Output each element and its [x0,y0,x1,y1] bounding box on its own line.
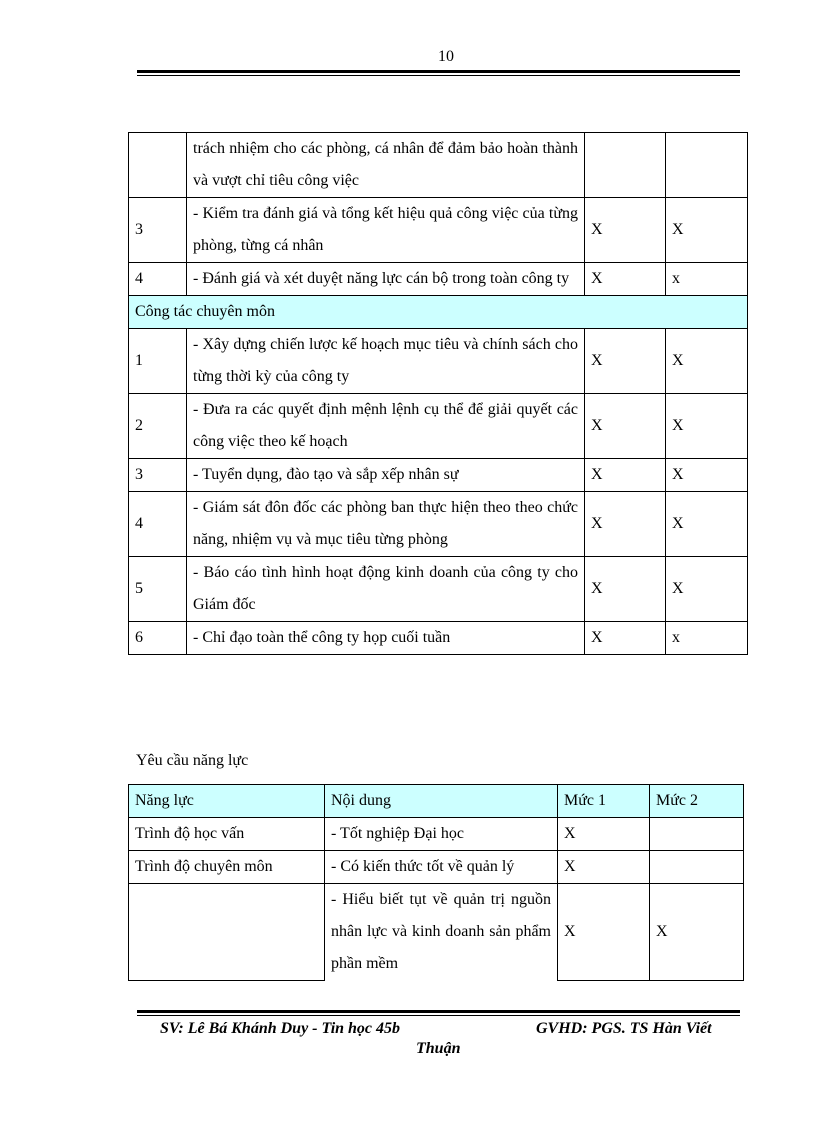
level-1-mark: X [585,198,666,263]
level-1-mark: X [585,492,666,557]
row-content: - Báo cáo tình hình hoạt động kinh doanh của công ty cho Giám đốc [187,557,585,622]
row-content: - Chỉ đạo toàn thể công ty họp cuối tuần [187,622,585,655]
row-content: - Kiểm tra đánh giá và tổng kết hiệu quả công việc của từng phòng, từng cá nhân [187,198,585,263]
header-rule-thin [137,75,740,76]
row-number: 1 [129,329,187,394]
level-1-mark: X [558,884,650,981]
duties-table [128,132,748,655]
header-cell: Năng lực [129,785,325,818]
table-row [129,818,744,851]
section-heading-row [129,296,748,329]
row-number: 5 [129,557,187,622]
page-number: 10 [438,48,454,65]
level-2-mark [650,818,744,851]
level-2-mark [666,133,748,198]
content-cell: - Tốt nghiệp Đại học [325,818,558,851]
level-2-mark: x [666,263,748,296]
footer-advisor-continued: Thuận [416,1040,461,1057]
table-row [129,263,748,296]
footer-rule-thick [137,1010,740,1013]
content-cell: - Có kiến thức tốt về quản lý [325,851,558,884]
row-number: 4 [129,492,187,557]
level-1-mark: X [558,818,650,851]
row-number: 3 [129,459,187,492]
table-row [129,492,748,557]
level-2-mark: X [666,198,748,263]
level-2-mark: X [650,884,744,981]
level-1-mark: X [585,329,666,394]
level-1-mark: X [558,851,650,884]
level-2-mark [650,851,744,884]
skill-cell [129,884,325,981]
table-row [129,133,748,198]
skill-cell: Trình độ chuyên môn [129,851,325,884]
row-content: trách nhiệm cho các phòng, cá nhân để đảm bảo hoàn thành và vượt chỉ tiêu công việc [187,133,585,198]
row-number: 4 [129,263,187,296]
header-rule-thick [137,70,740,73]
row-content: - Đưa ra các quyết định mệnh lệnh cụ thể để giải quyết các công việc theo kế hoạch [187,394,585,459]
competency-table [128,784,744,981]
footer-student: SV: Lê Bá Khánh Duy - Tin học 45b [160,1020,401,1037]
table-row [129,394,748,459]
table-row [129,851,744,884]
level-1-mark: X [585,263,666,296]
section-heading: Công tác chuyên môn [129,296,748,329]
table-row [129,459,748,492]
competency-section-title: Yêu cầu năng lực [136,752,249,769]
level-1-mark: X [585,622,666,655]
row-number: 6 [129,622,187,655]
row-content: - Giám sát đôn đốc các phòng ban thực hiện theo theo chức năng, nhiệm vụ và mục tiêu từng phòng [187,492,585,557]
level-1-mark: X [585,459,666,492]
row-number [129,133,187,198]
table-row [129,557,748,622]
content-cell: - Hiểu biết tụt về quản trị nguồn nhân lực và kinh doanh sản phẩm phần mềm [325,884,558,981]
skill-cell: Trình độ học vấn [129,818,325,851]
row-content: - Xây dựng chiến lược kế hoạch mục tiêu và chính sách cho từng thời kỳ của công ty [187,329,585,394]
table-row [129,622,748,655]
footer-rule-thin [137,1015,740,1016]
level-2-mark: X [666,394,748,459]
level-2-mark: X [666,557,748,622]
header-cell: Nội dung [325,785,558,818]
header-cell: Mức 2 [650,785,744,818]
row-number: 2 [129,394,187,459]
level-1-mark [585,133,666,198]
header-cell: Mức 1 [558,785,650,818]
level-1-mark: X [585,557,666,622]
level-1-mark: X [585,394,666,459]
row-content: - Đánh giá và xét duyệt năng lực cán bộ trong toàn công ty [187,263,585,296]
level-2-mark: X [666,329,748,394]
table-row [129,884,744,981]
level-2-mark: x [666,622,748,655]
table-row [129,329,748,394]
row-number: 3 [129,198,187,263]
table-header-row [129,785,744,818]
footer-advisor: GVHD: PGS. TS Hàn Viết [536,1020,712,1037]
table-row [129,198,748,263]
level-2-mark: X [666,492,748,557]
row-content: - Tuyển dụng, đào tạo và sắp xếp nhân sự [187,459,585,492]
level-2-mark: X [666,459,748,492]
